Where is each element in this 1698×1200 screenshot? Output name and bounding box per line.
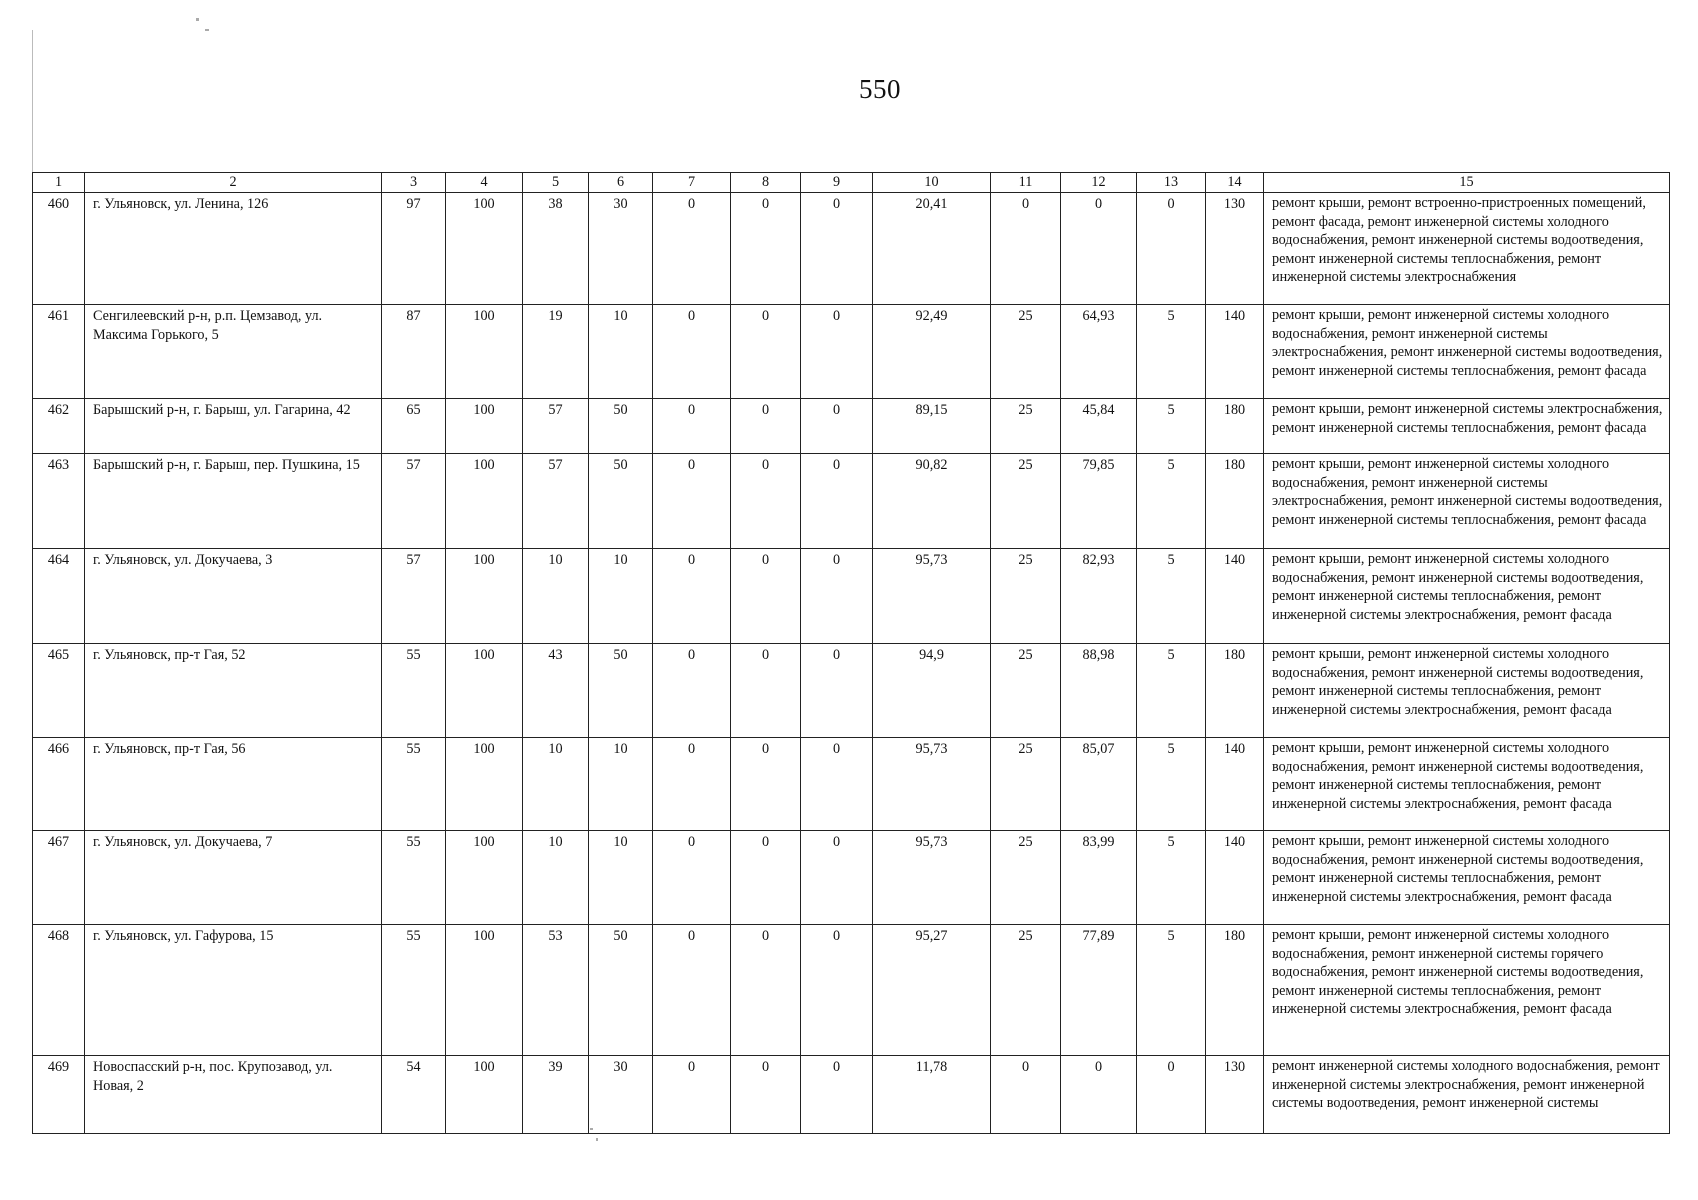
row-number-cell: 463 <box>33 454 85 549</box>
value-cell: 140 <box>1206 831 1264 925</box>
scan-speck <box>205 29 209 31</box>
value-cell: 0 <box>653 454 731 549</box>
works-description-cell: ремонт крыши, ремонт инженерной системы холодного водоснабжения, ремонт инженерной системы электроснабжения, ремонт инженерной системы водоотведения, ремонт инженерной системы теплоснабжения, ремонт фасада <box>1264 305 1670 399</box>
value-cell: 10 <box>523 831 589 925</box>
column-header: 13 <box>1137 173 1206 193</box>
value-cell: 5 <box>1137 305 1206 399</box>
value-cell: 50 <box>589 644 653 738</box>
table-row <box>33 644 1670 738</box>
value-cell: 50 <box>589 925 653 1056</box>
value-cell: 0 <box>801 305 873 399</box>
value-cell: 0 <box>1137 193 1206 305</box>
value-cell: 100 <box>446 831 523 925</box>
table-row <box>33 925 1670 1056</box>
value-cell: 180 <box>1206 399 1264 454</box>
value-cell: 100 <box>446 738 523 831</box>
value-cell: 25 <box>991 454 1061 549</box>
value-cell: 50 <box>589 399 653 454</box>
table-header-row <box>33 173 1670 193</box>
value-cell: 95,27 <box>873 925 991 1056</box>
value-cell: 0 <box>653 738 731 831</box>
column-header: 11 <box>991 173 1061 193</box>
value-cell: 89,15 <box>873 399 991 454</box>
value-cell: 0 <box>653 644 731 738</box>
table-row <box>33 193 1670 305</box>
address-cell: г. Ульяновск, ул. Гафурова, 15 <box>85 925 382 1056</box>
value-cell: 25 <box>991 738 1061 831</box>
value-cell: 0 <box>731 305 801 399</box>
value-cell: 100 <box>446 305 523 399</box>
works-description-cell: ремонт крыши, ремонт инженерной системы холодного водоснабжения, ремонт инженерной системы водоотведения, ремонт инженерной системы теплоснабжения, ремонт инженерной системы электроснабжения, ремонт фасада <box>1264 549 1670 644</box>
value-cell: 57 <box>382 454 446 549</box>
value-cell: 25 <box>991 549 1061 644</box>
value-cell: 10 <box>589 305 653 399</box>
value-cell: 0 <box>731 399 801 454</box>
address-cell: г. Ульяновск, ул. Докучаева, 3 <box>85 549 382 644</box>
value-cell: 55 <box>382 738 446 831</box>
column-header: 4 <box>446 173 523 193</box>
scan-speck <box>596 1138 598 1141</box>
value-cell: 87 <box>382 305 446 399</box>
value-cell: 55 <box>382 831 446 925</box>
value-cell: 5 <box>1137 738 1206 831</box>
row-number-cell: 462 <box>33 399 85 454</box>
address-cell: Барышский р-н, г. Барыш, ул. Гагарина, 42 <box>85 399 382 454</box>
address-cell: г. Ульяновск, пр-т Гая, 56 <box>85 738 382 831</box>
value-cell: 0 <box>731 738 801 831</box>
value-cell: 140 <box>1206 549 1264 644</box>
value-cell: 50 <box>589 454 653 549</box>
value-cell: 140 <box>1206 738 1264 831</box>
value-cell: 10 <box>589 831 653 925</box>
column-header: 3 <box>382 173 446 193</box>
value-cell: 0 <box>1061 193 1137 305</box>
value-cell: 0 <box>991 1056 1061 1134</box>
value-cell: 25 <box>991 831 1061 925</box>
scan-margin-line <box>32 30 33 185</box>
value-cell: 94,9 <box>873 644 991 738</box>
value-cell: 82,93 <box>1061 549 1137 644</box>
page-number: 550 <box>859 74 901 104</box>
value-cell: 180 <box>1206 644 1264 738</box>
works-description-cell: ремонт крыши, ремонт инженерной системы холодного водоснабжения, ремонт инженерной системы электроснабжения, ремонт инженерной системы водоотведения, ремонт инженерной системы теплоснабжения, ремонт фасада <box>1264 454 1670 549</box>
column-header: 15 <box>1264 173 1670 193</box>
row-number-cell: 467 <box>33 831 85 925</box>
value-cell: 45,84 <box>1061 399 1137 454</box>
value-cell: 100 <box>446 399 523 454</box>
value-cell: 0 <box>801 193 873 305</box>
value-cell: 100 <box>446 925 523 1056</box>
value-cell: 180 <box>1206 925 1264 1056</box>
value-cell: 0 <box>731 925 801 1056</box>
value-cell: 0 <box>801 399 873 454</box>
value-cell: 30 <box>589 1056 653 1134</box>
value-cell: 57 <box>382 549 446 644</box>
value-cell: 38 <box>523 193 589 305</box>
table-row <box>33 454 1670 549</box>
value-cell: 25 <box>991 644 1061 738</box>
value-cell: 10 <box>523 549 589 644</box>
value-cell: 5 <box>1137 454 1206 549</box>
value-cell: 0 <box>731 454 801 549</box>
works-description-cell: ремонт крыши, ремонт инженерной системы холодного водоснабжения, ремонт инженерной системы водоотведения, ремонт инженерной системы теплоснабжения, ремонт инженерной системы электроснабжения, ремонт фасада <box>1264 738 1670 831</box>
value-cell: 25 <box>991 399 1061 454</box>
value-cell: 97 <box>382 193 446 305</box>
value-cell: 5 <box>1137 831 1206 925</box>
value-cell: 100 <box>446 454 523 549</box>
address-cell: Сенгилеевский р-н, р.п. Цемзавод, ул. Максима Горького, 5 <box>85 305 382 399</box>
works-description-cell: ремонт крыши, ремонт инженерной системы электроснабжения, ремонт инженерной системы теплоснабжения, ремонт фасада <box>1264 399 1670 454</box>
value-cell: 0 <box>731 549 801 644</box>
value-cell: 39 <box>523 1056 589 1134</box>
address-cell: Новоспасский р-н, пос. Крупозавод, ул. Новая, 2 <box>85 1056 382 1134</box>
row-number-cell: 465 <box>33 644 85 738</box>
column-header: 9 <box>801 173 873 193</box>
table-row <box>33 738 1670 831</box>
value-cell: 10 <box>523 738 589 831</box>
value-cell: 55 <box>382 644 446 738</box>
row-number-cell: 466 <box>33 738 85 831</box>
value-cell: 19 <box>523 305 589 399</box>
value-cell: 30 <box>589 193 653 305</box>
column-header: 6 <box>589 173 653 193</box>
value-cell: 100 <box>446 1056 523 1134</box>
works-description-cell: ремонт крыши, ремонт инженерной системы холодного водоснабжения, ремонт инженерной системы водоотведения, ремонт инженерной системы теплоснабжения, ремонт инженерной системы электроснабжения, ремонт фасада <box>1264 644 1670 738</box>
value-cell: 88,98 <box>1061 644 1137 738</box>
row-number-cell: 469 <box>33 1056 85 1134</box>
value-cell: 10 <box>589 738 653 831</box>
works-description-cell: ремонт крыши, ремонт инженерной системы холодного водоснабжения, ремонт инженерной системы горячего водоснабжения, ремонт инженерной системы водоотведения, ремонт инженерной системы теплоснабжения, ремонт инженерной системы электроснабжения, ремонт фасада <box>1264 925 1670 1056</box>
value-cell: 100 <box>446 644 523 738</box>
value-cell: 0 <box>653 831 731 925</box>
value-cell: 0 <box>653 305 731 399</box>
value-cell: 100 <box>446 549 523 644</box>
value-cell: 0 <box>653 193 731 305</box>
value-cell: 79,85 <box>1061 454 1137 549</box>
value-cell: 0 <box>801 738 873 831</box>
column-header: 5 <box>523 173 589 193</box>
value-cell: 90,82 <box>873 454 991 549</box>
value-cell: 0 <box>731 831 801 925</box>
column-header: 7 <box>653 173 731 193</box>
value-cell: 0 <box>1137 1056 1206 1134</box>
value-cell: 0 <box>801 454 873 549</box>
value-cell: 54 <box>382 1056 446 1134</box>
value-cell: 130 <box>1206 1056 1264 1134</box>
address-cell: г. Ульяновск, пр-т Гая, 52 <box>85 644 382 738</box>
row-number-cell: 468 <box>33 925 85 1056</box>
column-header: 8 <box>731 173 801 193</box>
value-cell: 0 <box>731 1056 801 1134</box>
value-cell: 0 <box>731 193 801 305</box>
column-header: 1 <box>33 173 85 193</box>
value-cell: 0 <box>801 549 873 644</box>
column-header: 12 <box>1061 173 1137 193</box>
value-cell: 0 <box>653 925 731 1056</box>
table-row <box>33 1056 1670 1134</box>
value-cell: 140 <box>1206 305 1264 399</box>
table-row <box>33 831 1670 925</box>
value-cell: 0 <box>731 644 801 738</box>
value-cell: 95,73 <box>873 738 991 831</box>
value-cell: 5 <box>1137 644 1206 738</box>
value-cell: 0 <box>653 1056 731 1134</box>
value-cell: 0 <box>801 1056 873 1134</box>
value-cell: 0 <box>991 193 1061 305</box>
value-cell: 180 <box>1206 454 1264 549</box>
address-cell: г. Ульяновск, ул. Докучаева, 7 <box>85 831 382 925</box>
value-cell: 0 <box>801 644 873 738</box>
value-cell: 130 <box>1206 193 1264 305</box>
column-header: 14 <box>1206 173 1264 193</box>
value-cell: 11,78 <box>873 1056 991 1134</box>
value-cell: 92,49 <box>873 305 991 399</box>
value-cell: 5 <box>1137 549 1206 644</box>
address-cell: г. Ульяновск, ул. Ленина, 126 <box>85 193 382 305</box>
value-cell: 25 <box>991 925 1061 1056</box>
row-number-cell: 460 <box>33 193 85 305</box>
value-cell: 20,41 <box>873 193 991 305</box>
works-description-cell: ремонт крыши, ремонт встроенно-пристроенных помещений, ремонт фасада, ремонт инженерной системы холодного водоснабжения, ремонт инженерной системы водоотведения, ремонт инженерной системы теплоснабжения, ремонт инженерной системы электроснабжения <box>1264 193 1670 305</box>
row-number-cell: 464 <box>33 549 85 644</box>
value-cell: 0 <box>801 925 873 1056</box>
value-cell: 5 <box>1137 399 1206 454</box>
row-number-cell: 461 <box>33 305 85 399</box>
value-cell: 0 <box>1061 1056 1137 1134</box>
works-description-cell: ремонт инженерной системы холодного водоснабжения, ремонт инженерной системы электроснабжения, ремонт инженерной системы водоотведения, ремонт инженерной системы <box>1264 1056 1670 1134</box>
table-row <box>33 305 1670 399</box>
value-cell: 55 <box>382 925 446 1056</box>
value-cell: 53 <box>523 925 589 1056</box>
value-cell: 65 <box>382 399 446 454</box>
value-cell: 5 <box>1137 925 1206 1056</box>
value-cell: 95,73 <box>873 831 991 925</box>
value-cell: 64,93 <box>1061 305 1137 399</box>
works-description-cell: ремонт крыши, ремонт инженерной системы холодного водоснабжения, ремонт инженерной системы водоотведения, ремонт инженерной системы теплоснабжения, ремонт инженерной системы электроснабжения, ремонт фасада <box>1264 831 1670 925</box>
value-cell: 83,99 <box>1061 831 1137 925</box>
value-cell: 0 <box>653 549 731 644</box>
value-cell: 57 <box>523 399 589 454</box>
value-cell: 10 <box>589 549 653 644</box>
value-cell: 95,73 <box>873 549 991 644</box>
value-cell: 0 <box>653 399 731 454</box>
value-cell: 0 <box>801 831 873 925</box>
scan-speck <box>196 18 199 21</box>
value-cell: 100 <box>446 193 523 305</box>
value-cell: 85,07 <box>1061 738 1137 831</box>
value-cell: 25 <box>991 305 1061 399</box>
table-row <box>33 399 1670 454</box>
value-cell: 57 <box>523 454 589 549</box>
address-cell: Барышский р-н, г. Барыш, пер. Пушкина, 15 <box>85 454 382 549</box>
column-header: 2 <box>85 173 382 193</box>
value-cell: 77,89 <box>1061 925 1137 1056</box>
value-cell: 43 <box>523 644 589 738</box>
table-row <box>33 549 1670 644</box>
column-header: 10 <box>873 173 991 193</box>
data-table <box>32 172 1670 1134</box>
